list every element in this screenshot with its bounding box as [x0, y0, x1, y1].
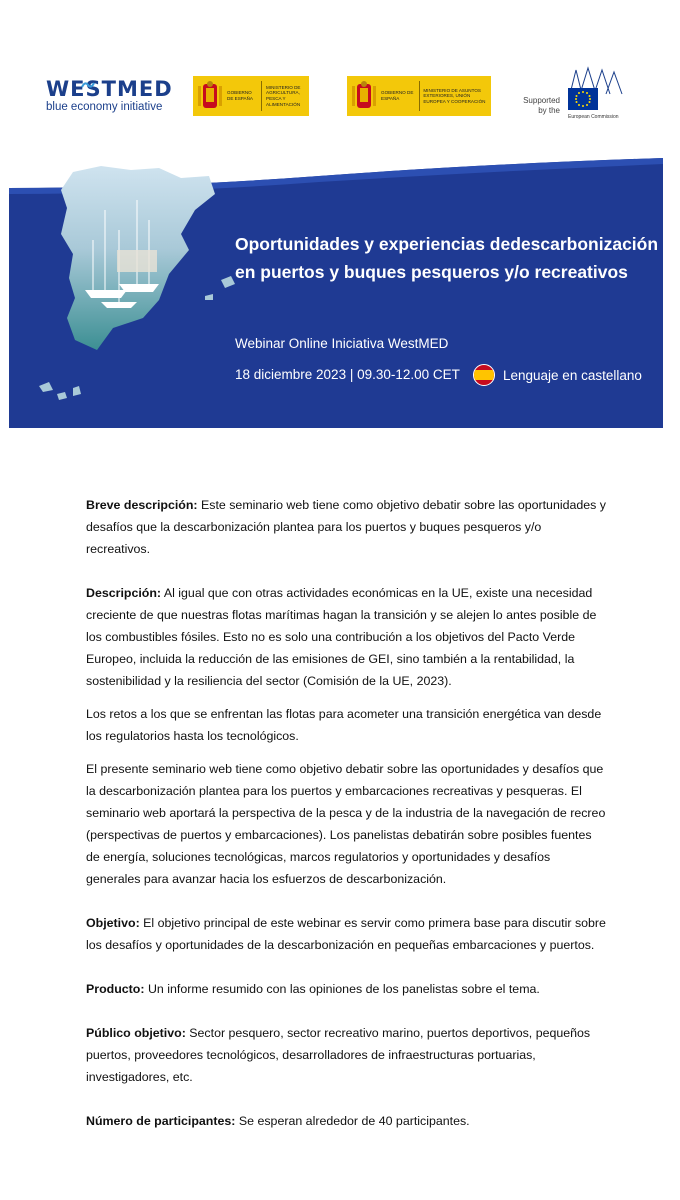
european-commission-logo [516, 66, 636, 130]
gov-logo-agriculture [193, 76, 309, 116]
language-text: Lenguaje en castellano [503, 367, 642, 383]
descripcion-label: Descripción: [86, 586, 162, 600]
gov-text: GOBIERNO DE ESPAÑA [381, 90, 414, 101]
description-body [86, 494, 606, 1132]
event-date: 18 diciembre 2023 | 09.30-12.00 CET [235, 367, 460, 382]
banner-background [9, 150, 663, 428]
westmed-wordmark: WESTMED [46, 77, 173, 101]
publico-paragraph [86, 1022, 606, 1088]
breve-label: Breve descripción: [86, 498, 198, 512]
presente-paragraph: El presente seminario web tiene como objetivo debatir sobre las oportunidades y desafíos que la descarbonización plantea para los puertos y embarcaciones recreativas y pesqueras. El seminario web aportará la perspectiva de la pesca y de la industria de la navegación de recreo (perspectivas de puertos y embarcaciones). Los panelistas debatirán sobre posibles fuentes de energía, soluciones tecnológicas, marcos regulatorios y oportunidades y desafíos generales para avanzar hacia los esfuerzos de descarbonización. [86, 762, 606, 886]
westmed-tagline: blue economy initiative [46, 101, 163, 113]
ec-label: European Commission [568, 114, 619, 120]
descripcion-paragraph [86, 582, 606, 692]
title-line-2: en puertos y buques pesqueros y/o recreativos [235, 262, 628, 282]
event-subtitle: Webinar Online Iniciativa WestMED [235, 336, 449, 351]
breve-text: Este seminario web tiene como objetivo debatir sobre las oportunidades y desafíos que la descarbonización plantea para los puertos y buques pesqueros y/o recreativos. [86, 498, 606, 556]
objetivo-text: El objetivo principal de este webinar es servir como primera base para discutir sobre los desafíos y oportunidades de la descarbonización en pequeñas embarcaciones y puertos. [86, 916, 606, 952]
divider [419, 81, 420, 111]
publico-text: Sector pesquero, sector recreativo marino, puertos deportivos, pequeños puertos, proveedores tecnológicos, desarrolladores de infraestructuras portuarias, investigadores, etc. [86, 1026, 591, 1084]
gov-text: GOBIERNO DE ESPAÑA [227, 90, 253, 101]
producto-text: Un informe resumido con las opiniones de los panelistas sobre el tema. [144, 982, 540, 996]
objetivo-label: Objetivo: [86, 916, 140, 930]
spain-flag-icon [473, 364, 495, 386]
hero-banner [9, 150, 663, 428]
retos-paragraph: Los retos a los que se enfrentan las flotas para acometer una transición energética van desde los regulatorios hasta los tecnológicos. [86, 707, 602, 743]
eu-flag-icon [568, 88, 598, 110]
logo-row [0, 0, 680, 150]
numero-paragraph [86, 1110, 606, 1132]
spain-coat-of-arms-icon [351, 80, 377, 112]
divider [261, 81, 262, 111]
objetivo-paragraph [86, 912, 606, 956]
supported-by-text: Supported by the [523, 96, 560, 115]
wave-s-icon [81, 80, 95, 90]
descripcion-text: Al igual que con otras actividades económicas en la UE, existe una necesidad creciente de que nuestras flotas marítimas hagan la transición y se alejen lo antes posible de los combustibles fósiles. Esto no es solo una contribución a los objetivos del Pacto Verde Europeo, incluida la reducción de las emisiones de GEI, sino también a la rentabilidad, la sostenibilidad y la resiliencia del sector (Comisión de la UE, 2023). [86, 586, 597, 688]
event-title [235, 230, 659, 286]
producto-label: Producto: [86, 982, 145, 996]
gov-logo-exteriores [347, 76, 491, 116]
spain-coat-of-arms-icon [197, 80, 223, 112]
ministry-text: MINISTERIO DE AGRICULTURA, PESCA Y ALIMENTACIÓN [266, 84, 301, 107]
breve-paragraph [86, 494, 606, 560]
producto-paragraph [86, 978, 606, 1000]
westmed-logo [46, 78, 173, 113]
publico-label: Público objetivo: [86, 1026, 186, 1040]
title-line-1: Oportunidades y experiencias dedescarbonización [235, 234, 659, 254]
numero-text: Se esperan alrededor de 40 participantes. [235, 1114, 470, 1128]
ministry-text: MINISTERIO DE ASUNTOS EXTERIORES, UNIÓN EUROPEA Y COOPERACIÓN [423, 87, 486, 104]
language-badge [473, 364, 642, 386]
numero-label: Número de participantes: [86, 1114, 236, 1128]
